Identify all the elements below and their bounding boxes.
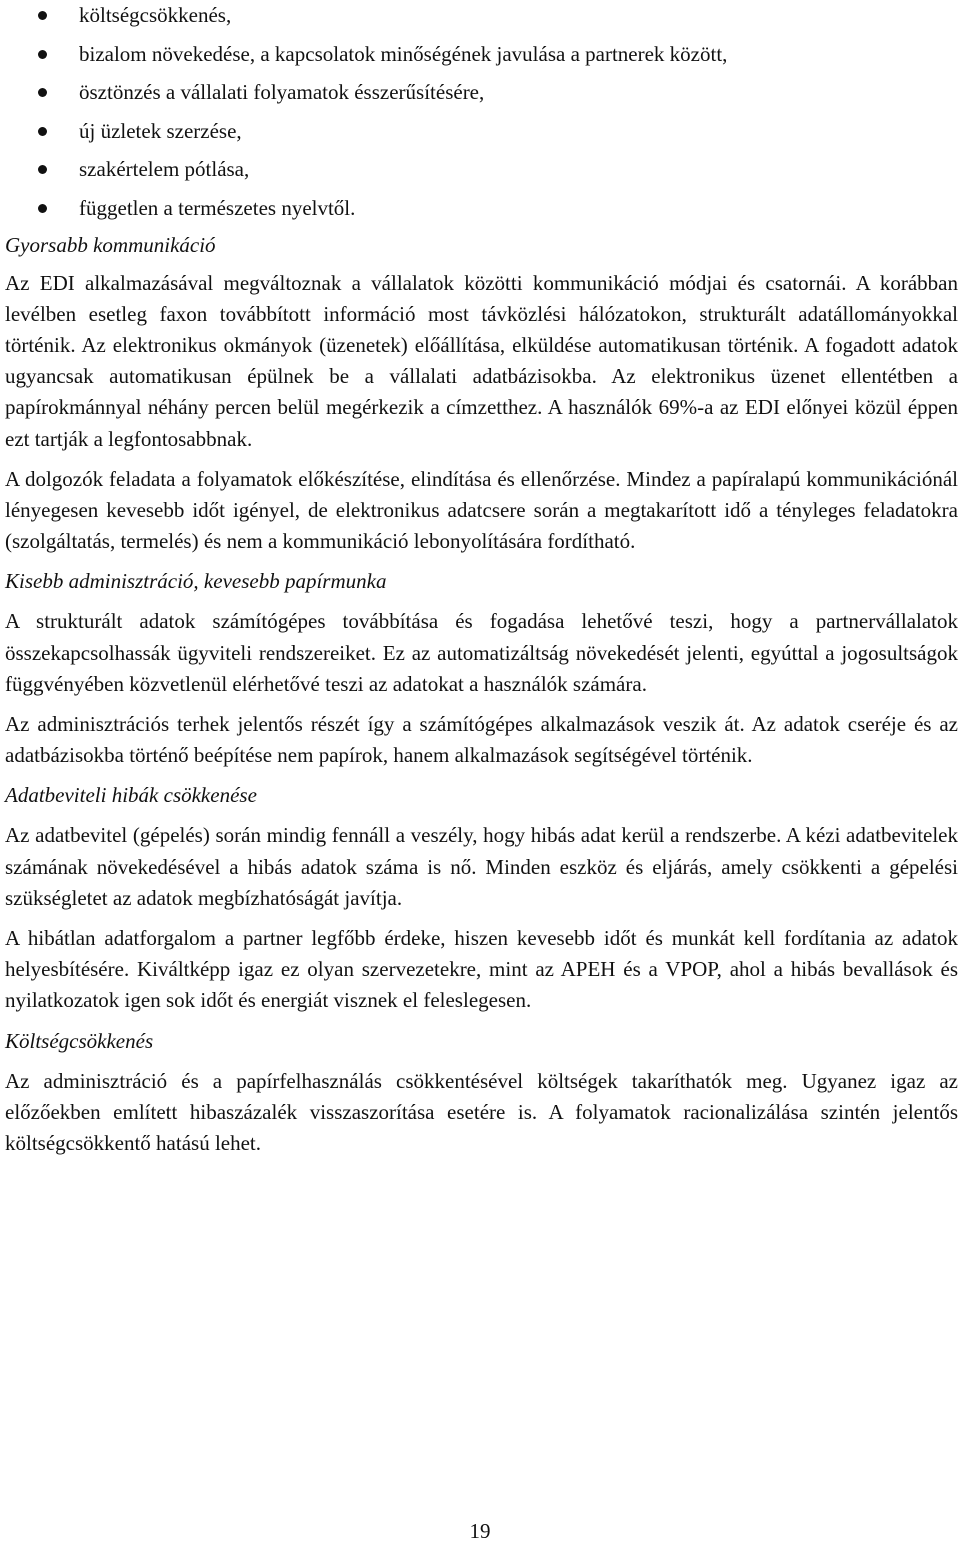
bullet-item: új üzletek szerzése, [5, 112, 958, 151]
section-heading: Gyorsabb kommunikáció [5, 232, 216, 257]
bullet-item: költségcsökkenés, [5, 0, 958, 35]
bullet-item: bizalom növekedése, a kapcsolatok minőségének javulása a partnerek között, [5, 35, 958, 74]
bullet-item: ösztönzés a vállalati folyamatok ésszerűsítésére, [5, 73, 958, 112]
document-page [5, 0, 958, 1159]
bullet-item: szakértelem pótlása, [5, 150, 958, 189]
body-paragraph: Az adatbevitel (gépelés) során mindig fennáll a veszély, hogy hibás adat kerül a rendszerbe. A kézi adatbevitelek számának növekedésével a hibás adatok száma is nő. Minden eszköz és eljárás, amely csökkenti a gépelési szükségletet az adatok megbízhatóságát javítja. [5, 823, 958, 910]
body-paragraph: Az adminisztráció és a papírfelhasználás csökkentésével költségek takaríthatók meg. Ugyanez igaz az előzőekben említett hibaszázalék visszaszorítása esetére is. A folyamatok racionalizálása szintén jelentős költségcsökkentő hatású lehet. [5, 1068, 958, 1156]
bullet-item: független a természetes nyelvtől. [5, 189, 958, 228]
section-heading: Kisebb adminisztráció, kevesebb papírmunka [5, 569, 387, 594]
body-paragraph: A strukturált adatok számítógépes továbbítása és fogadása lehetővé teszi, hogy a partnervállalatok összekapcsolhassák ügyviteli rendszereiket. Ez az automatizáltság növekedését jelenti, egyúttal a jogosultságok függvényében közvetlenül elérhetővé teszi az adatokat a használók számára. [5, 609, 958, 696]
page-number: 19 [469, 1519, 491, 1543]
section-heading: Adatbeviteli hibák csökkenése [5, 783, 257, 808]
body-paragraph: Az adminisztrációs terhek jelentős részét így a számítógépes alkalmazások veszik át. Az adatok cseréje és az adatbázisokba történő beépítése nem papírok, hanem alkalmazások segítségével történik. [5, 712, 958, 768]
body-paragraph: A dolgozók feladata a folyamatok előkészítése, elindítása és ellenőrzése. Mindez a papíralapú kommunikációnál lényegesen kevesebb időt igényel, de elektronikus adatcsere során a megtakarított idő a tényleges feladatokra (szolgáltatás, termelés) és nem a kommunikáció lebonyolítására fordítható. [5, 466, 958, 554]
section-heading: Költségcsökkenés [5, 1028, 154, 1053]
body-paragraph: A hibátlan adatforgalom a partner legfőbb érdeke, hiszen kevesebb időt és munkát kell fordítania az adatok helyesbítésére. Kiváltképp igaz ez olyan szervezetekre, mint az APEH és a VPOP, ahol a hibás bevallások és nyilatkozatok igen sok időt és energiát visznek el feleslegesen. [5, 926, 958, 1013]
body-paragraph: Az EDI alkalmazásával megváltoznak a vállalatok közötti kommunikáció módjai és csatornái. A korábban levélben esetleg faxon továbbított információ most távközlési hálózatokon, strukturált adatállományokkal történik. Az elektronikus okmányok (üzenetek) előállítása, elküldése automatikusan történik. A fogadott adatok ugyancsak automatikusan épülnek be a vállalati adatbázisokba. Az elektronikus üzenet ellentétben a papírokmánnyal néhány percen belül megérkezik a címzetthez. A használók 69%-a az EDI előnyei közül éppen ezt tartják a legfontosabbnak. [5, 270, 958, 451]
benefits-bullet-list [5, 0, 958, 228]
